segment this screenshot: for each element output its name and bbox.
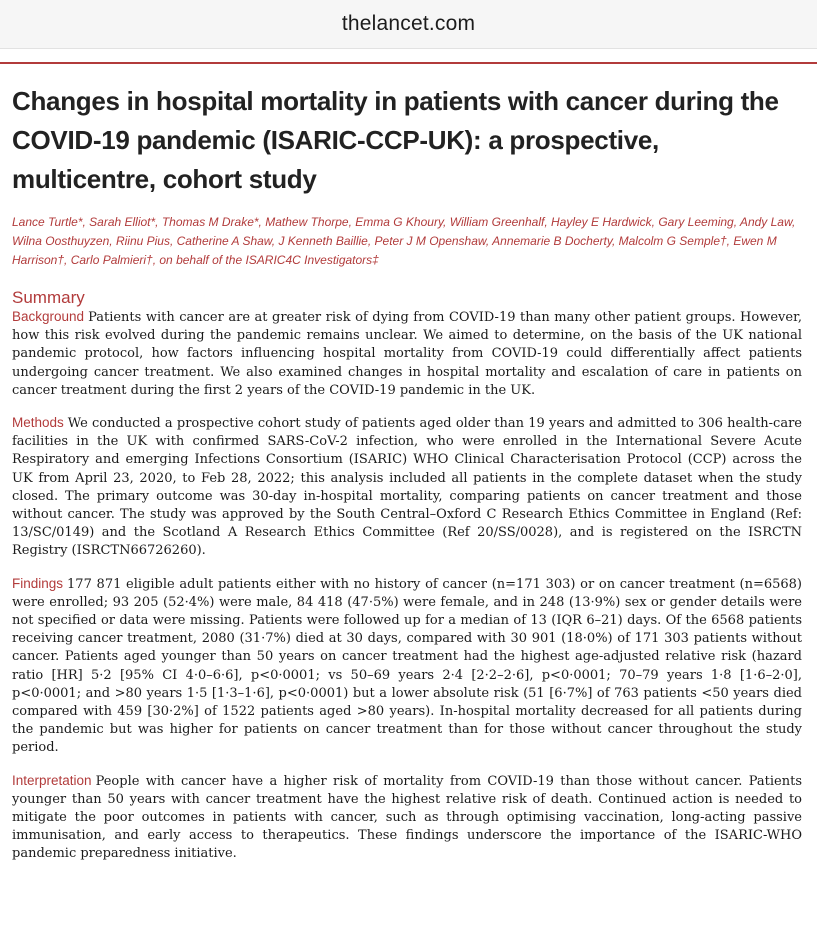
section-text-methods: We conducted a prospective cohort study of patients aged older than 19 years and admitted to 306 health-care facilities in the UK with confirmed SARS-CoV-2 infection, who were enrolled in the International Severe Acute Respiratory and emerging Infections Consortium (ISARIC) WHO Clinical Characterisation Protocol (CCP) across the UK from April 23, 2020, to Feb 28, 2022; this analysis included all patients in the complete dataset when the study closed. The primary outcome was 30-day in-hospital mortality, comparing patients on cancer treatment and those without cancer. The study was approved by the South Central–Oxford C Research Ethics Committee in England (Ref: 13/SC/0149) and the Scotland A Research Ethics Committee (Ref 20/SS/0028), and is registered on the ISRCTN Registry (ISRCTN66726260). <box>12 416 802 559</box>
header-rule <box>0 62 817 64</box>
article-body <box>12 82 802 864</box>
section-label-methods: Methods <box>12 415 64 431</box>
article-title: Changes in hospital mortality in patients with cancer during the COVID-19 pandemic (ISARIC-CCP-UK): a prospective, multicentre, cohort study <box>12 86 779 194</box>
address-bar[interactable] <box>0 0 817 49</box>
section-text-background: Patients with cancer are at greater risk of dying from COVID-19 than many other patient groups. However, how this risk evolved during the pandemic remains unclear. We aimed to determine, on the basis of the UK national pandemic protocol, how factors influencing hospital mortality from COVID-19 could differentially affect patients undergoing cancer treatment. We also examined changes in hospital mortality and escalation of care in patients on cancer treatment during the first 2 years of the COVID-19 pandemic in the UK. <box>12 310 802 398</box>
section-label-interpretation: Interpretation <box>12 772 92 788</box>
section-label-background: Background <box>12 309 85 324</box>
author-list: Lance Turtle*, Sarah Elliot*, Thomas M Drake*, Mathew Thorpe, Emma G Khoury, William Greenhalf, Hayley E Hardwick, Gary Leeming, Andy Law, Wilna Oosthuyzen, Riinu Pius, Catherine A Shaw, J Kenneth Baillie, Peter J M Openshaw, Annemarie B Docherty, Malcolm G Semple†, Ewen M Harrison†, Carlo Palmieri†, on behalf of the ISARIC4C Investigators‡ <box>12 215 796 267</box>
section-text-interpretation: People with cancer have a higher risk of mortality from COVID-19 than those without cancer. Patients younger than 50 years with cancer treatment have the highest relative risk of death. Continued action is needed to mitigate the poor outcomes in patients with cancer, such as through optimising vaccination, long-acting passive immunisation, and early access to therapeutics. These findings underscore the importance of the ISARIC-WHO pandemic preparedness initiative. <box>12 773 802 862</box>
section-methods <box>12 414 802 561</box>
section-findings <box>12 575 802 758</box>
section-text-findings: 177 871 eligible adult patients either with no history of cancer (n=171 303) or on cancer treatment (n=6568) were enrolled; 93 205 (52·4%) were male, 84 418 (47·5%) were female, and in 248 (13·9%) sex or gender details were not specified or data were missing. Patients were followed up for a median of 13 (IQR 6–21) days. Of the 6568 patients receiving cancer treatment, 2080 (31·7%) died at 30 days, compared with 30 901 (18·0%) of 171 303 patients without cancer. Patients aged younger than 50 years on cancer treatment had the highest age-adjusted relative risk (hazard ratio [HR] 5·2 [95% CI 4·0–6·6], p<0·0001; vs 50–69 years 2·4 [2·2–2·6], p<0·0001; 70–79 years 1·8 [1·6–2·0], p<0·0001; and >80 years 1·5 [1·3–1·6], p<0·0001) but a lower absolute risk (51 [6·7%] of 763 patients <50 years died compared with 459 [30·2%] of 1522 patients aged >80 years). In-hospital mortality decreased for all patients during the pandemic but was higher for patients on cancer treatment than for those without cancer throughout the study period. <box>12 576 802 756</box>
url-text[interactable]: thelancet.com <box>341 12 476 35</box>
section-interpretation <box>12 772 802 864</box>
section-label-findings: Findings <box>12 575 64 591</box>
section-background <box>12 308 802 400</box>
summary-heading: Summary <box>12 288 85 307</box>
